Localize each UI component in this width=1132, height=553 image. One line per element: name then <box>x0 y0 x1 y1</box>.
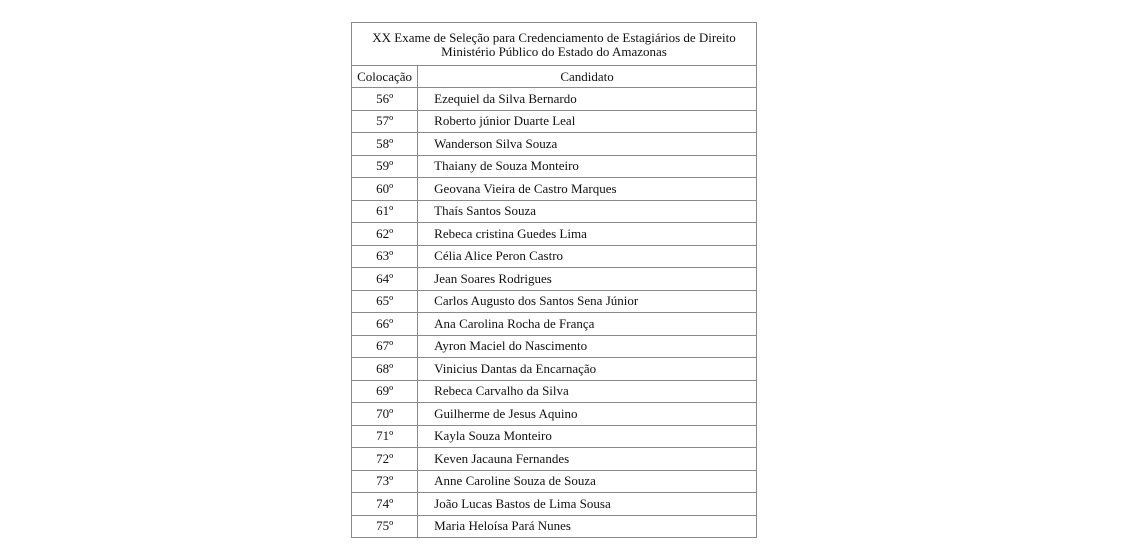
rank-cell: 61º <box>352 200 418 223</box>
table-title-line-2: Ministério Público do Estado do Amazonas <box>441 44 667 59</box>
table-row <box>352 178 757 201</box>
table-row <box>352 200 757 223</box>
table-row <box>352 155 757 178</box>
candidate-name-cell: Rebeca Carvalho da Silva <box>418 380 757 403</box>
table-row <box>352 88 757 111</box>
rank-cell: 65º <box>352 290 418 313</box>
table-row <box>352 493 757 516</box>
candidate-name-cell: Maria Heloísa Pará Nunes <box>418 515 757 538</box>
candidate-name-cell: Vinicius Dantas da Encarnação <box>418 358 757 381</box>
rank-cell: 59º <box>352 155 418 178</box>
table-row <box>352 110 757 133</box>
rank-cell: 75º <box>352 515 418 538</box>
table-row <box>352 403 757 426</box>
table-row <box>352 515 757 538</box>
column-header-candidate: Candidato <box>418 66 757 88</box>
candidate-name-cell: Jean Soares Rodrigues <box>418 268 757 291</box>
candidate-name-cell: Anne Caroline Souza de Souza <box>418 470 757 493</box>
rank-cell: 72º <box>352 448 418 471</box>
rank-cell: 67º <box>352 335 418 358</box>
rank-cell: 60º <box>352 178 418 201</box>
table-row <box>352 223 757 246</box>
candidate-name-cell: Thaís Santos Souza <box>418 200 757 223</box>
table-row <box>352 358 757 381</box>
ranking-table <box>351 22 757 538</box>
table-row <box>352 245 757 268</box>
table-row <box>352 470 757 493</box>
candidate-name-cell: Ayron Maciel do Nascimento <box>418 335 757 358</box>
rank-cell: 71º <box>352 425 418 448</box>
table-row <box>352 380 757 403</box>
candidate-name-cell: Guilherme de Jesus Aquino <box>418 403 757 426</box>
table-row <box>352 290 757 313</box>
table-row <box>352 268 757 291</box>
candidate-name-cell: Carlos Augusto dos Santos Sena Júnior <box>418 290 757 313</box>
table-title-line-1: XX Exame de Seleção para Credenciamento de Estagiários de Direito <box>372 30 736 45</box>
rank-cell: 68º <box>352 358 418 381</box>
table-body <box>352 88 757 538</box>
candidate-name-cell: Thaiany de Souza Monteiro <box>418 155 757 178</box>
table-row <box>352 133 757 156</box>
rank-cell: 62º <box>352 223 418 246</box>
table-row <box>352 448 757 471</box>
candidate-name-cell: Rebeca cristina Guedes Lima <box>418 223 757 246</box>
candidate-name-cell: Célia Alice Peron Castro <box>418 245 757 268</box>
candidate-name-cell: João Lucas Bastos de Lima Sousa <box>418 493 757 516</box>
table-row <box>352 335 757 358</box>
rank-cell: 57º <box>352 110 418 133</box>
rank-cell: 56º <box>352 88 418 111</box>
candidate-name-cell: Kayla Souza Monteiro <box>418 425 757 448</box>
candidate-name-cell: Ezequiel da Silva Bernardo <box>418 88 757 111</box>
candidate-name-cell: Ana Carolina Rocha de França <box>418 313 757 336</box>
table-title <box>352 23 757 66</box>
rank-cell: 74º <box>352 493 418 516</box>
candidate-name-cell: Geovana Vieira de Castro Marques <box>418 178 757 201</box>
rank-cell: 69º <box>352 380 418 403</box>
column-header-rank: Colocação <box>352 66 418 88</box>
rank-cell: 70º <box>352 403 418 426</box>
rank-cell: 63º <box>352 245 418 268</box>
table-row <box>352 313 757 336</box>
candidate-name-cell: Roberto júnior Duarte Leal <box>418 110 757 133</box>
table-row <box>352 425 757 448</box>
rank-cell: 64º <box>352 268 418 291</box>
candidate-name-cell: Wanderson Silva Souza <box>418 133 757 156</box>
rank-cell: 73º <box>352 470 418 493</box>
candidate-name-cell: Keven Jacauna Fernandes <box>418 448 757 471</box>
rank-cell: 58º <box>352 133 418 156</box>
rank-cell: 66º <box>352 313 418 336</box>
